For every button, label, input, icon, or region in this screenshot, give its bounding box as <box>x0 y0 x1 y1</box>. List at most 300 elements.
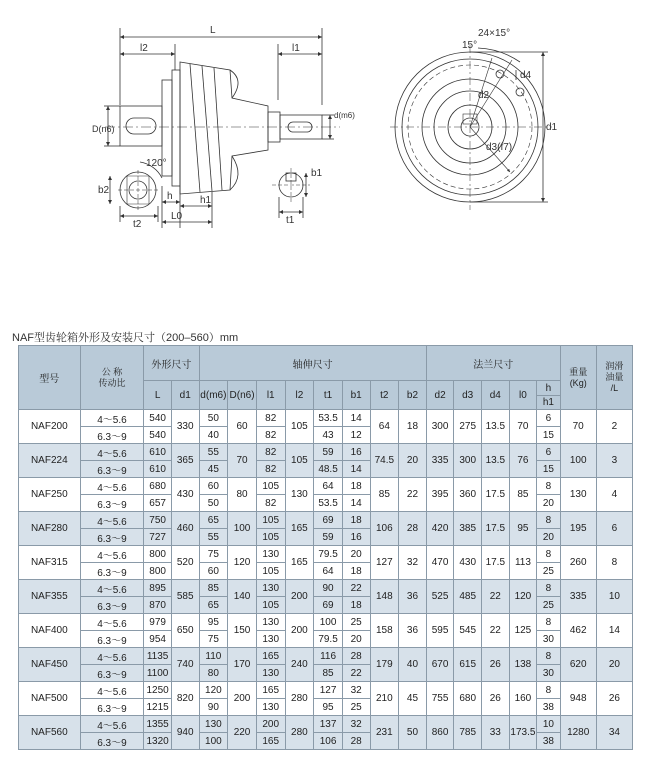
cell-t1: 64 <box>314 563 343 580</box>
table-row <box>19 716 633 733</box>
cell-b2: 32 <box>399 546 427 580</box>
header-l2: l2 <box>285 381 314 410</box>
cell-oil: 26 <box>596 682 632 716</box>
header-flange: 法兰尺寸 <box>426 346 560 381</box>
cell-L: 1250 <box>144 682 172 699</box>
cell-b1: 14 <box>342 495 370 512</box>
cell-L: 610 <box>144 444 172 461</box>
cell-ratio: 4～5.6 <box>80 648 144 665</box>
cell-ratio: 4～5.6 <box>80 478 144 495</box>
cell-l2: 165 <box>285 546 314 580</box>
cell-d1: 430 <box>171 478 199 512</box>
header-D-n6: D(n6) <box>228 381 257 410</box>
header-shaft: 轴伸尺寸 <box>199 346 426 381</box>
cell-model: NAF450 <box>19 648 81 682</box>
cell-t1: 79.5 <box>314 546 343 563</box>
cell-d4: 17.5 <box>482 546 510 580</box>
label-15deg: 15° <box>462 40 478 51</box>
cell-model: NAF280 <box>19 512 81 546</box>
cell-L: 1135 <box>144 648 172 665</box>
cell-L: 954 <box>144 631 172 648</box>
cell-b1: 20 <box>342 546 370 563</box>
label-L0: L0 <box>171 211 183 222</box>
cell-ratio: 6.3～9 <box>80 665 144 682</box>
cell-h: 20 <box>537 495 560 512</box>
cell-d3: 300 <box>454 444 482 478</box>
cell-h: 10 <box>537 716 560 733</box>
cell-d-m6: 55 <box>199 529 228 546</box>
cell-model: NAF315 <box>19 546 81 580</box>
cell-d-m6: 100 <box>199 733 228 750</box>
cell-model: NAF400 <box>19 614 81 648</box>
cell-b2: 28 <box>399 512 427 546</box>
cell-d1: 520 <box>171 546 199 580</box>
cell-L: 1100 <box>144 665 172 682</box>
table-row <box>19 444 633 461</box>
cell-model: NAF224 <box>19 444 81 478</box>
cell-l1: 82 <box>256 461 285 478</box>
header-b2: b2 <box>399 381 427 410</box>
header-d1: d1 <box>171 381 199 410</box>
cell-D-n6: 220 <box>228 716 257 750</box>
cell-t1: 79.5 <box>314 631 343 648</box>
cell-weight: 1280 <box>560 716 596 750</box>
cell-ratio: 6.3～9 <box>80 699 144 716</box>
header-weight: 重量 (Kg) <box>560 346 596 410</box>
cell-t1: 64 <box>314 478 343 495</box>
cell-oil: 14 <box>596 614 632 648</box>
cell-h: 8 <box>537 478 560 495</box>
table-row <box>19 427 633 444</box>
cell-t1: 48.5 <box>314 461 343 478</box>
cell-D-n6: 60 <box>228 410 257 444</box>
cell-L: 1355 <box>144 716 172 733</box>
cell-t1: 69 <box>314 512 343 529</box>
cell-d2: 300 <box>426 410 454 444</box>
cell-b1: 16 <box>342 444 370 461</box>
cell-d1: 820 <box>171 682 199 716</box>
table-row <box>19 699 633 716</box>
cell-ratio: 6.3～9 <box>80 461 144 478</box>
cell-h: 8 <box>537 580 560 597</box>
cell-b1: 28 <box>342 648 370 665</box>
cell-d-m6: 50 <box>199 410 228 427</box>
cell-d-m6: 55 <box>199 444 228 461</box>
cell-h: 15 <box>537 461 560 478</box>
cell-d3: 360 <box>454 478 482 512</box>
table-row <box>19 597 633 614</box>
label-h1: h1 <box>200 195 212 206</box>
cell-l1: 82 <box>256 410 285 427</box>
cell-d3: 615 <box>454 648 482 682</box>
cell-oil: 4 <box>596 478 632 512</box>
cell-d3: 785 <box>454 716 482 750</box>
cell-ratio: 4～5.6 <box>80 444 144 461</box>
cell-d-m6: 50 <box>199 495 228 512</box>
cell-h: 8 <box>537 614 560 631</box>
cell-L: 727 <box>144 529 172 546</box>
table-row <box>19 546 633 563</box>
label-d3: d3(f7) <box>486 142 513 153</box>
cell-d-m6: 95 <box>199 614 228 631</box>
cell-h: 8 <box>537 546 560 563</box>
cell-d4: 13.5 <box>482 410 510 444</box>
table-row <box>19 733 633 750</box>
cell-l1: 130 <box>256 699 285 716</box>
cell-L: 979 <box>144 614 172 631</box>
cell-l2: 240 <box>285 648 314 682</box>
header-t2: t2 <box>370 381 399 410</box>
cell-D-n6: 150 <box>228 614 257 648</box>
table-body <box>19 410 633 750</box>
cell-weight: 260 <box>560 546 596 580</box>
cell-b1: 14 <box>342 461 370 478</box>
cell-oil: 20 <box>596 648 632 682</box>
label-l1: l1 <box>292 43 300 54</box>
cell-L: 750 <box>144 512 172 529</box>
cell-l0: 95 <box>509 512 537 546</box>
cell-l1: 130 <box>256 546 285 563</box>
label-l2: l2 <box>140 43 148 54</box>
cell-b1: 14 <box>342 410 370 427</box>
label-d2: d2 <box>478 90 490 101</box>
cell-b2: 36 <box>399 580 427 614</box>
table-row <box>19 563 633 580</box>
cell-l1: 105 <box>256 478 285 495</box>
cell-D-n6: 80 <box>228 478 257 512</box>
cell-t1: 69 <box>314 597 343 614</box>
cell-l2: 200 <box>285 580 314 614</box>
cell-h: 25 <box>537 597 560 614</box>
cell-t1: 43 <box>314 427 343 444</box>
cell-d1: 460 <box>171 512 199 546</box>
cell-weight: 70 <box>560 410 596 444</box>
cell-b2: 45 <box>399 682 427 716</box>
cell-model: NAF500 <box>19 682 81 716</box>
cell-h: 30 <box>537 631 560 648</box>
header-model: 型号 <box>19 346 81 410</box>
cell-t1: 106 <box>314 733 343 750</box>
table-row <box>19 410 633 427</box>
cell-d3: 275 <box>454 410 482 444</box>
cell-t2: 64 <box>370 410 399 444</box>
cell-L: 657 <box>144 495 172 512</box>
cell-D-n6: 200 <box>228 682 257 716</box>
header-d3: d3 <box>454 381 482 410</box>
table-row <box>19 529 633 546</box>
cell-b1: 25 <box>342 614 370 631</box>
cell-d-m6: 65 <box>199 512 228 529</box>
header-h: h <box>537 382 559 396</box>
cell-l0: 120 <box>509 580 537 614</box>
table-caption: NAF型齿轮箱外形及安装尺寸（200–560）mm <box>12 332 239 344</box>
cell-D-n6: 170 <box>228 648 257 682</box>
cell-h: 38 <box>537 733 560 750</box>
cell-model: NAF200 <box>19 410 81 444</box>
cell-b1: 18 <box>342 478 370 495</box>
cell-b1: 32 <box>342 682 370 699</box>
cell-h: 30 <box>537 665 560 682</box>
cell-l1: 82 <box>256 427 285 444</box>
cell-t1: 116 <box>314 648 343 665</box>
cell-t2: 231 <box>370 716 399 750</box>
cell-t1: 127 <box>314 682 343 699</box>
cell-l2: 165 <box>285 512 314 546</box>
cell-weight: 948 <box>560 682 596 716</box>
cell-oil: 3 <box>596 444 632 478</box>
cell-b1: 18 <box>342 597 370 614</box>
cell-ratio: 6.3～9 <box>80 495 144 512</box>
header-l0: l0 <box>509 381 537 410</box>
label-t1: t1 <box>286 215 295 226</box>
cell-d-m6: 60 <box>199 478 228 495</box>
cell-h: 25 <box>537 563 560 580</box>
cell-l0: 160 <box>509 682 537 716</box>
cell-d3: 545 <box>454 614 482 648</box>
cell-l1: 105 <box>256 597 285 614</box>
cell-h: 15 <box>537 427 560 444</box>
cell-t1: 53.5 <box>314 495 343 512</box>
cell-d4: 17.5 <box>482 478 510 512</box>
cell-d4: 26 <box>482 648 510 682</box>
cell-L: 680 <box>144 478 172 495</box>
label-D: D(n6) <box>92 124 115 134</box>
cell-l1: 165 <box>256 682 285 699</box>
cell-ratio: 6.3～9 <box>80 529 144 546</box>
cell-b2: 22 <box>399 478 427 512</box>
cell-t2: 74.5 <box>370 444 399 478</box>
cell-h: 8 <box>537 512 560 529</box>
cell-b1: 22 <box>342 665 370 682</box>
cell-ratio: 4～5.6 <box>80 614 144 631</box>
header-L: L <box>144 381 172 410</box>
cell-d4: 26 <box>482 682 510 716</box>
cell-t1: 100 <box>314 614 343 631</box>
cell-b2: 18 <box>399 410 427 444</box>
cell-d-m6: 60 <box>199 563 228 580</box>
label-bolt-pattern: 24×15° <box>478 28 511 39</box>
cell-L: 800 <box>144 546 172 563</box>
cell-ratio: 6.3～9 <box>80 563 144 580</box>
cell-ratio: 4～5.6 <box>80 546 144 563</box>
cell-d3: 680 <box>454 682 482 716</box>
cell-b1: 32 <box>342 716 370 733</box>
cell-l1: 165 <box>256 648 285 665</box>
table-row <box>19 682 633 699</box>
label-b2: b2 <box>98 185 110 196</box>
cell-d2: 335 <box>426 444 454 478</box>
cell-oil: 10 <box>596 580 632 614</box>
cell-l2: 280 <box>285 716 314 750</box>
cell-L: 1320 <box>144 733 172 750</box>
cell-d-m6: 65 <box>199 597 228 614</box>
cell-d2: 420 <box>426 512 454 546</box>
cell-t2: 127 <box>370 546 399 580</box>
cell-t1: 85 <box>314 665 343 682</box>
cell-oil: 6 <box>596 512 632 546</box>
cell-l1: 130 <box>256 665 285 682</box>
cell-t2: 179 <box>370 648 399 682</box>
table-row <box>19 580 633 597</box>
cell-b1: 20 <box>342 631 370 648</box>
cell-d2: 595 <box>426 614 454 648</box>
cell-d3: 430 <box>454 546 482 580</box>
cell-l0: 113 <box>509 546 537 580</box>
cell-model: NAF560 <box>19 716 81 750</box>
table-row <box>19 495 633 512</box>
header-oil: 润滑 油量 /L <box>596 346 632 410</box>
table-row <box>19 648 633 665</box>
header-t1: t1 <box>314 381 343 410</box>
cell-b2: 36 <box>399 614 427 648</box>
header-b1: b1 <box>342 381 370 410</box>
cell-h: 20 <box>537 529 560 546</box>
cell-d-m6: 75 <box>199 546 228 563</box>
gearbox-outline-drawing <box>0 0 650 325</box>
cell-b1: 16 <box>342 529 370 546</box>
cell-d-m6: 40 <box>199 427 228 444</box>
cell-t1: 59 <box>314 444 343 461</box>
label-d4: d4 <box>520 70 532 81</box>
cell-oil: 2 <box>596 410 632 444</box>
cell-d1: 365 <box>171 444 199 478</box>
cell-d4: 22 <box>482 580 510 614</box>
cell-L: 540 <box>144 427 172 444</box>
cell-d2: 670 <box>426 648 454 682</box>
cell-d2: 525 <box>426 580 454 614</box>
cell-d-m6: 45 <box>199 461 228 478</box>
cell-ratio: 6.3～9 <box>80 631 144 648</box>
cell-ratio: 6.3～9 <box>80 733 144 750</box>
cell-D-n6: 140 <box>228 580 257 614</box>
cell-d4: 22 <box>482 614 510 648</box>
cell-d3: 385 <box>454 512 482 546</box>
cell-L: 870 <box>144 597 172 614</box>
cell-l1: 200 <box>256 716 285 733</box>
cell-l0: 125 <box>509 614 537 648</box>
cell-oil: 8 <box>596 546 632 580</box>
cell-b1: 22 <box>342 580 370 597</box>
cell-l2: 105 <box>285 444 314 478</box>
cell-model: NAF355 <box>19 580 81 614</box>
cell-d-m6: 130 <box>199 716 228 733</box>
cell-d-m6: 120 <box>199 682 228 699</box>
cell-d-m6: 110 <box>199 648 228 665</box>
cell-l0: 76 <box>509 444 537 478</box>
cell-weight: 335 <box>560 580 596 614</box>
cell-t1: 90 <box>314 580 343 597</box>
cell-L: 800 <box>144 563 172 580</box>
cell-ratio: 4～5.6 <box>80 716 144 733</box>
cell-weight: 195 <box>560 512 596 546</box>
label-d1: d1 <box>546 122 558 133</box>
cell-weight: 130 <box>560 478 596 512</box>
cell-l1: 82 <box>256 444 285 461</box>
cell-D-n6: 100 <box>228 512 257 546</box>
cell-h: 6 <box>537 410 560 427</box>
cell-b1: 18 <box>342 512 370 529</box>
cell-b1: 28 <box>342 733 370 750</box>
table-row <box>19 614 633 631</box>
header-h1: h1 <box>542 396 554 408</box>
table-row <box>19 512 633 529</box>
cell-d2: 395 <box>426 478 454 512</box>
cell-L: 610 <box>144 461 172 478</box>
cell-l1: 130 <box>256 631 285 648</box>
cell-ratio: 4～5.6 <box>80 512 144 529</box>
cell-d1: 330 <box>171 410 199 444</box>
cell-b1: 12 <box>342 427 370 444</box>
cell-l1: 165 <box>256 733 285 750</box>
table-row <box>19 478 633 495</box>
label-angle120: 120° <box>146 158 167 169</box>
cell-d2: 470 <box>426 546 454 580</box>
header-outline: 外形尺寸 <box>144 346 199 381</box>
cell-l0: 85 <box>509 478 537 512</box>
cell-l2: 105 <box>285 410 314 444</box>
cell-d1: 940 <box>171 716 199 750</box>
cell-h: 6 <box>537 444 560 461</box>
cell-oil: 34 <box>596 716 632 750</box>
cell-t1: 95 <box>314 699 343 716</box>
header-ratio: 公 称 传动比 <box>80 346 144 410</box>
cell-d-m6: 90 <box>199 699 228 716</box>
header-d2: d2 <box>426 381 454 410</box>
cell-l1: 105 <box>256 563 285 580</box>
cell-t1: 137 <box>314 716 343 733</box>
label-h: h <box>167 191 173 202</box>
table-row <box>19 461 633 478</box>
cell-l0: 138 <box>509 648 537 682</box>
header-l1: l1 <box>256 381 285 410</box>
cell-l2: 130 <box>285 478 314 512</box>
cell-t2: 148 <box>370 580 399 614</box>
cell-l1: 105 <box>256 529 285 546</box>
cell-ratio: 4～5.6 <box>80 682 144 699</box>
cell-l0: 70 <box>509 410 537 444</box>
cell-h: 8 <box>537 648 560 665</box>
dimension-table <box>18 345 633 750</box>
table-row <box>19 631 633 648</box>
cell-ratio: 4～5.6 <box>80 410 144 427</box>
cell-l1: 130 <box>256 614 285 631</box>
cell-b2: 40 <box>399 648 427 682</box>
cell-h: 8 <box>537 682 560 699</box>
table-row <box>19 665 633 682</box>
cell-weight: 620 <box>560 648 596 682</box>
header-d-m6: d(m6) <box>199 381 228 410</box>
cell-l2: 280 <box>285 682 314 716</box>
cell-t1: 53.5 <box>314 410 343 427</box>
cell-d2: 755 <box>426 682 454 716</box>
cell-b1: 25 <box>342 699 370 716</box>
cell-d4: 17.5 <box>482 512 510 546</box>
label-d: d(m6) <box>334 111 355 120</box>
cell-ratio: 6.3～9 <box>80 597 144 614</box>
cell-L: 895 <box>144 580 172 597</box>
cell-h: 38 <box>537 699 560 716</box>
cell-l2: 200 <box>285 614 314 648</box>
cell-t2: 85 <box>370 478 399 512</box>
label-L: L <box>210 25 216 36</box>
cell-d1: 740 <box>171 648 199 682</box>
cell-t1: 59 <box>314 529 343 546</box>
cell-d3: 485 <box>454 580 482 614</box>
cell-d4: 33 <box>482 716 510 750</box>
cell-ratio: 4～5.6 <box>80 580 144 597</box>
cell-D-n6: 70 <box>228 444 257 478</box>
cell-l1: 105 <box>256 512 285 529</box>
